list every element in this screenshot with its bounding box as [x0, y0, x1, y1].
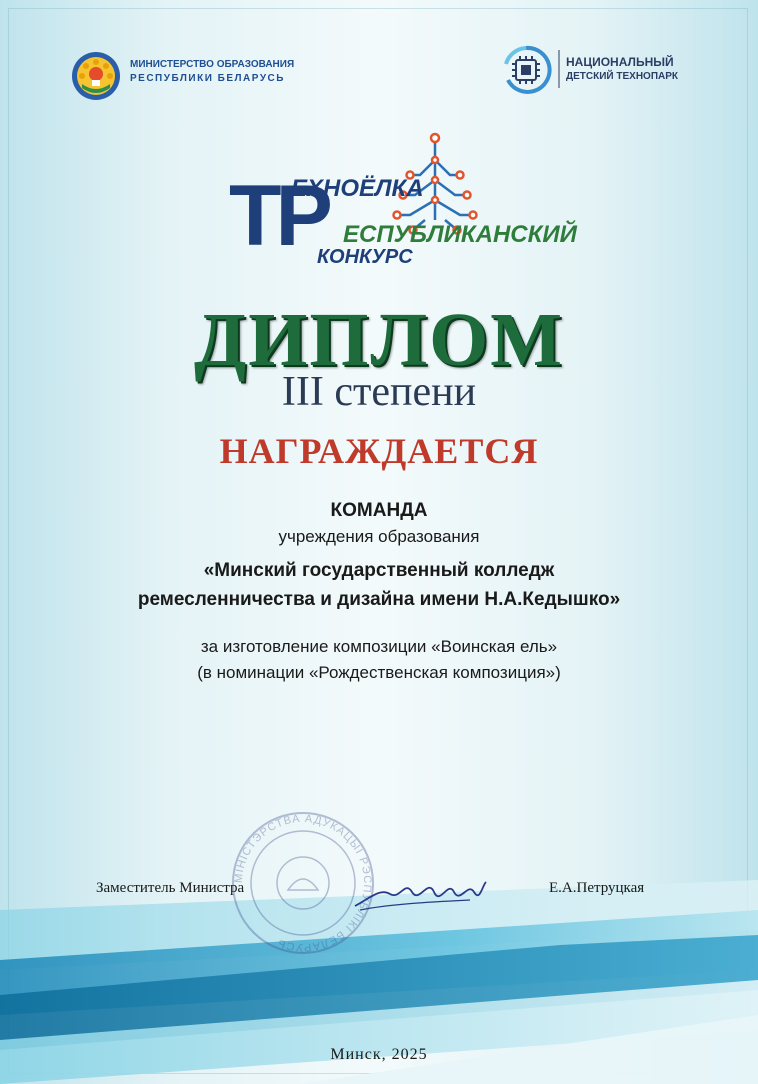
- signatory-name: Е.А.Петруцкая: [549, 880, 645, 896]
- diploma-degree: III степени: [281, 369, 477, 415]
- ministry-line2: РЕСПУБЛИКИ БЕЛАРУСЬ: [130, 73, 285, 84]
- contest-word-konkurs: КОНКУРС: [317, 246, 413, 268]
- contest-logo: [225, 130, 577, 280]
- institution-name: [0, 556, 758, 614]
- signatory-position: Заместитель Министра: [96, 880, 245, 896]
- institution-name-line2: ремесленничества и дизайна имени Н.А.Кедышко»: [137, 589, 621, 610]
- diploma-title: ДИПЛОМ: [194, 298, 564, 382]
- ministry-logo: [70, 46, 310, 102]
- recipient: КОМАНДА: [330, 500, 428, 521]
- techpark-logo: [500, 42, 700, 98]
- contest-word-technoyolka: ЕХНОЁЛКА: [291, 175, 424, 202]
- institution-type: учреждения образования: [278, 527, 480, 546]
- award-reason-line1: за изготовление композиции «Воинская ель»: [200, 637, 558, 656]
- contest-big-letters: ТР: [229, 168, 327, 264]
- ministry-line1: МИНИСТЕРСТВО ОБРАЗОВАНИЯ: [130, 59, 295, 70]
- seal-text: МІНІСТЭРСТВА АДУКАЦЫІ РЭСПУБЛІКІ БЕЛАРУСЬ: [232, 812, 374, 954]
- techpark-divider: [558, 50, 560, 88]
- contest-word-republican: ЕСПУБЛИКАНСКИЙ: [343, 221, 577, 248]
- techpark-line2: ДЕТСКИЙ ТЕХНОПАРК: [566, 71, 679, 82]
- award-reason: [0, 634, 758, 686]
- institution-name-line1: «Минский государственный колледж: [203, 560, 555, 581]
- city-year: Минск, 2025: [330, 1046, 428, 1063]
- awarded-heading: НАГРАЖДАЕТСЯ: [219, 431, 539, 471]
- handwritten-signature: [350, 868, 490, 918]
- chip-icon: [500, 44, 552, 96]
- award-reason-line2: (в номинации «Рождественская композиция»): [197, 663, 561, 682]
- ministry-emblem-icon: [70, 50, 122, 102]
- techpark-line1: НАЦИОНАЛЬНЫЙ: [566, 55, 674, 69]
